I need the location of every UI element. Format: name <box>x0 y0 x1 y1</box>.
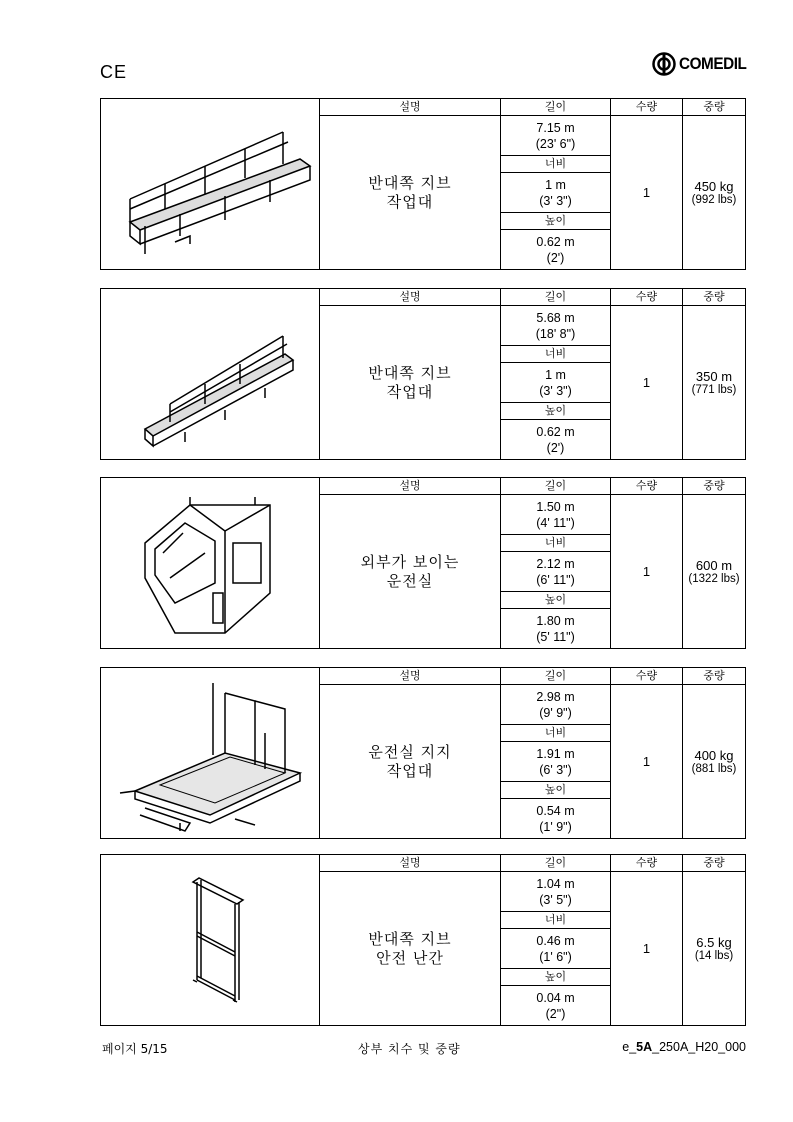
item-block-3 <box>100 477 746 649</box>
length-metric: 2.98 m <box>536 689 575 704</box>
desc-header: 설명 <box>320 289 500 306</box>
width-metric: 1.91 m <box>536 746 575 761</box>
brand-name: COMEDIL <box>679 54 747 73</box>
item-block-5 <box>100 854 746 1026</box>
weight-column <box>683 99 745 269</box>
width-header: 너비 <box>501 155 610 173</box>
length-metric: 1.04 m <box>536 876 575 891</box>
cabin-platform-icon <box>105 673 315 833</box>
length-imperial: (3' 5") <box>539 892 572 907</box>
item-description: 운전실 지지 작업대 <box>368 742 452 780</box>
qty-column <box>611 855 683 1025</box>
desc-column <box>320 855 501 1025</box>
weight-header: 중량 <box>683 289 745 306</box>
desc-column <box>320 478 501 648</box>
weight-header: 중량 <box>683 478 745 495</box>
height-header: 높이 <box>501 212 610 230</box>
item-description: 반대쪽 지브 작업대 <box>368 173 452 211</box>
desc-header: 설명 <box>320 478 500 495</box>
height-header: 높이 <box>501 591 610 609</box>
item-weight: 6.5 kg <box>696 935 732 950</box>
length-header: 길이 <box>501 289 610 306</box>
item-weight-lbs: (771 lbs) <box>691 384 737 396</box>
page-number: 페이지 5/15 <box>102 1042 168 1056</box>
height-header: 높이 <box>501 781 610 799</box>
desc-column <box>320 289 501 459</box>
desc-header: 설명 <box>320 668 500 685</box>
qty-column <box>611 99 683 269</box>
item-weight-lbs: (1322 lbs) <box>688 573 740 585</box>
qty-header: 수량 <box>611 855 682 872</box>
item-qty: 1 <box>642 564 651 579</box>
item-qty: 1 <box>642 754 651 769</box>
item-illustration <box>101 99 320 269</box>
height-imperial: (2') <box>546 250 565 265</box>
item-weight-lbs: (14 lbs) <box>694 950 734 962</box>
dimension-column <box>501 289 611 459</box>
width-imperial: (6' 11") <box>536 572 575 587</box>
qty-column <box>611 478 683 648</box>
desc-column <box>320 668 501 838</box>
page-title: 상부 치수 및 중량 <box>358 1042 461 1056</box>
ce-mark: CE <box>100 62 128 82</box>
weight-column <box>683 668 745 838</box>
height-metric: 0.62 m <box>536 234 575 249</box>
length-imperial: (23' 6") <box>535 136 576 151</box>
desc-header: 설명 <box>320 855 500 872</box>
item-weight-lbs: (992 lbs) <box>691 194 737 206</box>
walkway-diagonal-icon <box>105 294 315 454</box>
width-header: 너비 <box>501 345 610 363</box>
length-imperial: (18' 8") <box>535 326 576 341</box>
height-imperial: (2") <box>545 1006 566 1021</box>
desc-header: 설명 <box>320 99 500 116</box>
item-weight: 350 m <box>695 369 733 384</box>
height-metric: 0.04 m <box>536 990 575 1005</box>
dimension-column <box>501 668 611 838</box>
length-metric: 5.68 m <box>536 310 575 325</box>
document-code <box>622 1040 746 1054</box>
railing-icon <box>105 860 315 1020</box>
qty-header: 수량 <box>611 668 682 685</box>
item-weight: 400 kg <box>694 748 734 763</box>
item-block-2 <box>100 288 746 460</box>
qty-column <box>611 289 683 459</box>
height-header: 높이 <box>501 968 610 986</box>
height-metric: 0.62 m <box>536 424 575 439</box>
width-imperial: (1' 6") <box>539 949 572 964</box>
dimension-column <box>501 855 611 1025</box>
item-illustration <box>101 289 320 459</box>
item-illustration <box>101 668 320 838</box>
item-qty: 1 <box>642 941 651 956</box>
weight-column <box>683 289 745 459</box>
item-description: 외부가 보이는 운전실 <box>360 552 460 590</box>
dimension-column <box>501 478 611 648</box>
width-imperial: (3' 3") <box>539 193 572 208</box>
item-description: 반대쪽 지브 작업대 <box>368 363 452 401</box>
dimension-column <box>501 99 611 269</box>
width-header: 너비 <box>501 724 610 742</box>
item-weight-lbs: (881 lbs) <box>691 763 737 775</box>
comedil-emblem-icon <box>652 52 676 76</box>
weight-column <box>683 478 745 648</box>
height-imperial: (1' 9") <box>539 819 572 834</box>
length-imperial: (4' 11") <box>536 515 575 530</box>
length-header: 길이 <box>501 855 610 872</box>
width-metric: 2.12 m <box>536 556 575 571</box>
width-header: 너비 <box>501 534 610 552</box>
length-imperial: (9' 9") <box>539 705 572 720</box>
item-illustration <box>101 478 320 648</box>
desc-column <box>320 99 501 269</box>
qty-header: 수량 <box>611 478 682 495</box>
width-metric: 0.46 m <box>536 933 575 948</box>
width-header: 너비 <box>501 911 610 929</box>
weight-header: 중량 <box>683 855 745 872</box>
length-metric: 1.50 m <box>536 499 575 514</box>
length-header: 길이 <box>501 478 610 495</box>
height-metric: 1.80 m <box>536 613 575 628</box>
width-imperial: (3' 3") <box>539 383 572 398</box>
walkway-long-icon <box>105 104 315 264</box>
item-block-1 <box>100 98 746 270</box>
doc-code-bold: 5A <box>636 1040 653 1054</box>
item-weight: 450 kg <box>694 179 734 194</box>
doc-code-prefix: e_ <box>622 1040 637 1054</box>
item-weight: 600 m <box>695 558 733 573</box>
cabin-icon <box>105 483 315 643</box>
item-qty: 1 <box>642 375 651 390</box>
width-imperial: (6' 3") <box>539 762 572 777</box>
qty-column <box>611 668 683 838</box>
qty-header: 수량 <box>611 99 682 116</box>
length-header: 길이 <box>501 99 610 116</box>
length-metric: 7.15 m <box>536 120 575 135</box>
height-header: 높이 <box>501 402 610 420</box>
width-metric: 1 m <box>545 367 566 382</box>
height-imperial: (2') <box>546 440 565 455</box>
height-imperial: (5' 11") <box>536 629 575 644</box>
height-metric: 0.54 m <box>536 803 575 818</box>
weight-column <box>683 855 745 1025</box>
length-header: 길이 <box>501 668 610 685</box>
item-block-4 <box>100 667 746 839</box>
weight-header: 중량 <box>683 99 745 116</box>
item-qty: 1 <box>642 185 651 200</box>
item-description: 반대쪽 지브 안전 난간 <box>368 929 452 967</box>
qty-header: 수량 <box>611 289 682 306</box>
doc-code-suffix: _250A_H20_000 <box>652 1040 746 1054</box>
weight-header: 중량 <box>683 668 745 685</box>
item-illustration <box>101 855 320 1025</box>
comedil-logo <box>652 52 754 76</box>
width-metric: 1 m <box>545 177 566 192</box>
